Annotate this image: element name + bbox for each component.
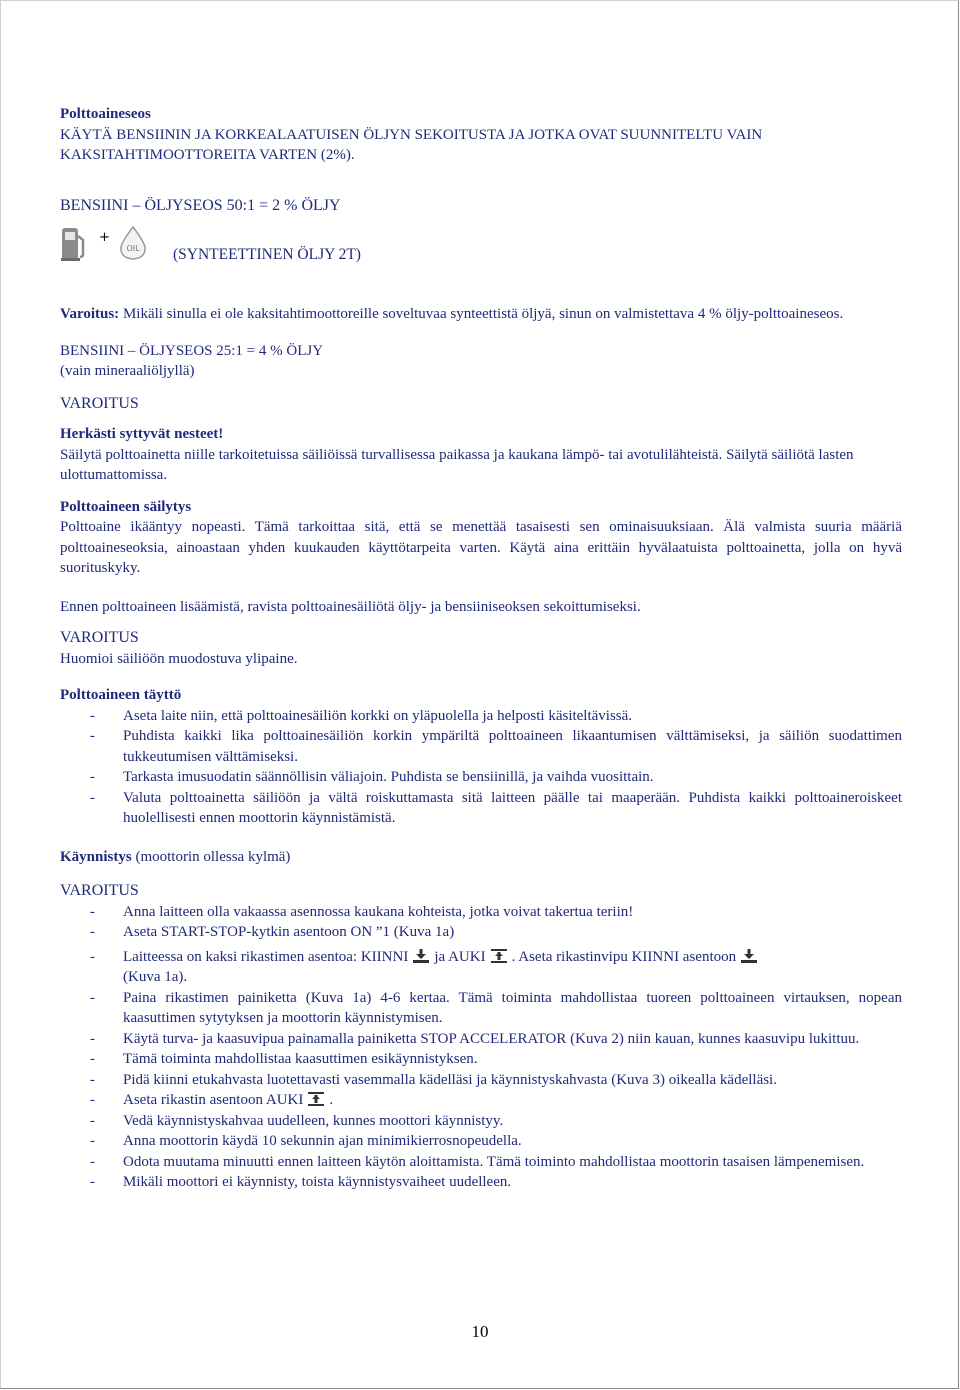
list-item: - Odota muutama minuutti ennen laitteen käytön aloittamista. Tämä toiminto mahdollistaa moottorin tasaisen lämpenemisen. [60, 1152, 902, 1173]
choke-text-c: . Aseta rikastinvipu KIINNI asentoon [511, 948, 737, 965]
list-item: - Anna moottorin käydä 10 sekunnin ajan minimikierrosnopeudella. [60, 1131, 902, 1152]
storage-title: Polttoaineen säilytys [60, 498, 192, 515]
plus-sign: + [99, 230, 110, 245]
list-item: - Pidä kiinni etukahvasta luotettavasti vasemmalla kädelläsi ja käynnistyskahvasta (Kuva 3) oikealla kädelläsi. [60, 1070, 902, 1091]
start-warning-title: VAROITUS [60, 882, 139, 899]
refuel-title: Polttoaineen täyttö [60, 687, 182, 703]
fuel-pump-icon [60, 226, 88, 262]
choke-closed-icon [740, 948, 758, 964]
choke-closed-icon [412, 948, 430, 964]
choke-text-d: (Kuva 1a). [123, 969, 188, 985]
page-number: 10 [471, 1322, 489, 1341]
start-list [60, 902, 902, 1193]
list-item: - Tämä toiminta mahdollistaa kaasuttimen esikäynnistyksen. [60, 1049, 902, 1070]
list-item: - Aseta laite niin, että polttoainesäiliön korkki on yläpuolella ja helposti käsiteltävissä. [60, 706, 902, 727]
choke-open-icon [307, 1091, 325, 1107]
start-title-suffix: (moottorin ollessa kylmä) [131, 848, 291, 865]
list-item: - Paina rikastimen painiketta (Kuva 1a) 4-6 kertaa. Tämä toiminta mahdollistaa tuoreen polttoaineen virtauksen, nopean kaasuttimen sytytyksen ja moottorin käynnistymisen. [60, 988, 902, 1029]
mineral-oil-note: (vain mineraaliöljyllä) [60, 363, 195, 379]
choke-text-b: ja AUKI [434, 948, 486, 965]
choke-open-period: . [329, 1092, 334, 1108]
choke-open-text: Aseta rikastin asentoon AUKI [123, 1092, 304, 1108]
list-item-choke-open [60, 1090, 902, 1111]
oil-drop-icon [118, 226, 148, 260]
mix-warning-paragraph [60, 304, 902, 325]
list-item: - Aseta START-STOP-kytkin asentoon ON ”1 (Kuva 1a) [60, 922, 902, 943]
refuel-list [60, 706, 902, 829]
fuel-mix-title: Polttoaineseos [60, 106, 151, 122]
list-item: - Käytä turva- ja kaasuvipua painamalla painiketta STOP ACCELERATOR (Kuva 2) niin kauan, kunnes kaasuvipu lukittuu. [60, 1029, 902, 1050]
start-title: Käynnistys [60, 848, 132, 865]
list-item: - Mikäli moottori ei käynnisty, toista käynnistysvaiheet uudelleen. [60, 1172, 902, 1193]
list-item-choke-positions [60, 947, 902, 988]
ratio-25-line: BENSIINI – ÖLJYSEOS 25:1 = 4 % ÖLJY [60, 342, 324, 359]
storage-shake-text: Ennen polttoaineen lisäämistä, ravista polttoainesäiliötä öljy- ja bensiiniseoksen sekoittumiseksi. [60, 598, 641, 615]
mix-warning-text: Mikäli sinulla ei ole kaksitahtimoottoreille soveltuvaa synteettistä öljyä, sinun on valmistettava 4 % öljy-polttoaineseos. [119, 306, 844, 322]
warning-1-subtitle: Herkästi syttyvät nesteet! [60, 426, 224, 442]
mixture-pictogram-row [60, 226, 902, 282]
warning-1-title: VAROITUS [60, 394, 139, 412]
fuel-mix-intro: KÄYTÄ BENSIININ JA KORKEALAATUISEN ÖLJYN SEKOITUSTA JA JOTKA OVAT SUUNNITELTU VAIN KAKSITAHTIMOOTTOREITA VARTEN (2%). [60, 126, 763, 163]
storage-text: Polttoaine ikääntyy nopeasti. Tämä tarkoittaa sitä, että se menettää tasaisesti sen ominaisuuksiaan. Älä valmista suuria määriä polttoaineseoksia, ainoastaan yhden kuukauden käyttötarpeita varten. Käytä aina erittäin hyvälaatuista polttoainetta, jolla on hyvä suorituskyky. [60, 519, 902, 576]
list-item: - Puhdista kaikki lika polttoainesäiliön korkin ympäriltä polttoaineen likaantumisen välttämiseksi, ja säiliön suodattimen tukkeutumisen välttämiseksi. [60, 726, 902, 767]
choke-open-icon [490, 948, 508, 964]
ratio-50-line: BENSIINI – ÖLJYSEOS 50:1 = 2 % ÖLJY [60, 196, 341, 214]
list-item: - Anna laitteen olla vakaassa asennossa kaukana kohteista, jotka voivat takertua teriin! [60, 902, 902, 923]
page-content [60, 104, 902, 1193]
mix-warning-lead: Varoitus: [60, 306, 120, 322]
warning-2-text: Huomioi säiliöön muodostuva ylipaine. [60, 650, 298, 667]
list-item: - Vedä käynnistyskahvaa uudelleen, kunnes moottori käynnistyy. [60, 1111, 902, 1132]
oil-label: OIL [126, 244, 140, 253]
synthetic-oil-label: (SYNTEETTINEN ÖLJY 2T) [173, 246, 361, 263]
list-item: - Valuta polttoainetta säiliöön ja vältä roiskuttamasta sitä laitteen päälle tai maaperään. Puhdista kaikki polttoaineroiskeet huolellisesti ennen moottorin käynnistämistä. [60, 788, 902, 829]
list-item: - Tarkasta imusuodatin säännöllisin väliajoin. Puhdista se bensiinillä, ja vaihda vuosittain. [60, 767, 902, 788]
warning-2-title: VAROITUS [60, 629, 139, 646]
warning-1-text: Säilytä polttoainetta niille tarkoitetuissa säiliöissä turvallisessa paikassa ja kaukana lämpö- tai avotulilähteistä. Säilytä säiliötä lasten ulottumattomissa. [60, 446, 854, 483]
choke-text-a: Laitteessa on kaksi rikastimen asentoa: KIINNI [123, 948, 409, 965]
start-title-line [60, 847, 902, 868]
